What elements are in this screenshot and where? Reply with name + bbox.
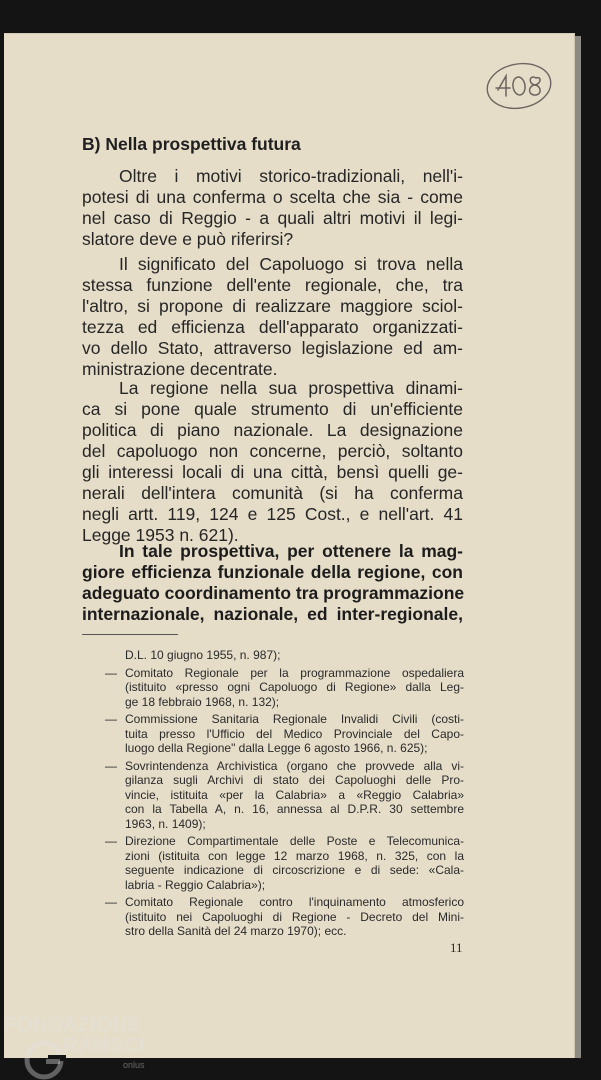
footnote-line: (istituito nei Capoluoghi di Regione - Decreto del Mini- <box>125 909 464 924</box>
footnote-line: tuita presso l'Ufficio del Medico Provinciale del Capo- <box>125 726 464 741</box>
footnote-line: Comitato Regionale per la programmazione ospedaliera <box>125 665 464 680</box>
footnote-line: 1963, n. 1409); <box>125 816 206 831</box>
footnote-line: (istituito «presso ogni Capoluogo di Regione» dalla Leg- <box>125 680 464 694</box>
footnote-line: stro della Sanità del 24 marzo 1970); ecc. <box>125 924 347 938</box>
bold-paragraph <box>82 541 463 625</box>
text-line: tezza ed efficienza dell'apparato organizzati- <box>82 317 463 337</box>
footnote-line: labria - Reggio Calabria»); <box>125 877 266 892</box>
text-line: del capoluogo non concerne, perciò, soltanto <box>82 441 463 461</box>
footnote-item <box>105 712 464 756</box>
footnote-item <box>105 834 464 892</box>
handwritten-circled-number-icon <box>484 60 554 112</box>
text-line: In tale prospettiva, per ottenere la mag- <box>119 541 463 561</box>
text-line: Il significato del Capoluogo si trova nella <box>119 254 463 274</box>
text-line: politica di piano nazionale. La designazione <box>82 420 463 440</box>
footnote-dash: — <box>105 712 117 726</box>
footnote-dash: — <box>105 758 117 773</box>
footnote-separator <box>82 634 178 635</box>
watermark-text: FONDAZIONE <box>4 1014 142 1036</box>
footnote-dash: — <box>105 895 117 909</box>
footnote-line: Direzione Compartimentale delle Poste e Telecomunica- <box>125 834 464 848</box>
footnote-item <box>105 895 464 939</box>
text-line: nerali dell'intera comunità (si ha conferma <box>82 483 463 503</box>
footnote-item <box>105 666 464 710</box>
section-heading: B) Nella prospettiva futura <box>82 134 301 154</box>
text-line: giore efficienza funzionale della regione, con <box>82 562 463 582</box>
handwritten-page-number <box>484 60 554 112</box>
text-line: ministrazione decentrate. <box>82 359 278 379</box>
footnote-line: ge 18 febbraio 1968, n. 132); <box>125 694 280 709</box>
paragraph <box>82 254 463 380</box>
footnote-item <box>105 759 464 832</box>
footnote-line: Commissione Sanitaria Regionale Invalidi Civili (costi- <box>125 712 464 726</box>
footnote-line: zioni (istituita con legge 12 marzo 1968, n. 325, con la <box>125 848 464 863</box>
text-line: adeguato coordinamento tra programmazione <box>82 583 465 603</box>
paragraph <box>82 166 463 250</box>
text-line: negli artt. 119, 124 e 125 Cost., e nell'art. 41 <box>82 504 463 524</box>
footnote-line: gilanza sugli Archivi di stato dei Capoluoghi delle Pro- <box>125 773 464 787</box>
footnote-line: luogo della Regione" dalla Legge 6 agosto 1966, n. 625); <box>125 741 428 755</box>
footnote-line: seguente indicazione di circoscrizione e di sede: «Cala- <box>125 863 464 877</box>
footnote-line: Sovrintendenza Archivistica (organo che provvede alla vi- <box>125 758 464 773</box>
text-line: La regione nella sua prospettiva dinami- <box>119 378 463 398</box>
footnote-line: con la Tabella A, n. 16, annessa al D.P.R. 30 settembre <box>125 802 464 816</box>
footnote-dash: — <box>105 834 117 848</box>
text-line: vo dello Stato, attraverso legislazione ed am- <box>82 338 463 358</box>
text-line: Legge 1953 n. 621). <box>82 525 239 545</box>
footnote-list <box>105 666 464 939</box>
paragraph <box>82 378 463 546</box>
text-line: stessa funzione dell'ente regionale, che, tra <box>82 275 463 295</box>
text-line: l'altro, si propone di realizzare maggiore sciol- <box>82 296 463 316</box>
text-line: nel caso di Reggio - a quali altri motivi il legi- <box>82 208 463 228</box>
footnote-continuation: D.L. 10 giugno 1955, n. 987); <box>125 648 281 662</box>
text-line: slatore deve e può riferirsi? <box>82 229 294 249</box>
text-line: potesi di una conferma o scelta che sia - come <box>82 187 463 207</box>
text-line: ca si pone quale strumento di un'efficiente <box>82 399 463 419</box>
page-edge-shadow <box>575 36 581 1058</box>
footnote-line: Comitato Regionale contro l'inquinamento atmosferico <box>125 895 464 909</box>
text-line: Oltre i motivi storico-tradizionali, nell'i- <box>119 166 463 186</box>
watermark-suffix: onlus <box>123 1060 145 1070</box>
footnote-dash: — <box>105 665 117 680</box>
page-number: 11 <box>450 940 463 955</box>
watermark-text: RAMSCI <box>63 1035 145 1057</box>
footnote-line: vincie, istituita «per la Calabria» a «Reggio Calabria» <box>125 787 464 802</box>
footnotes <box>105 648 464 942</box>
text-line: internazionale, nazionale, ed inter-regionale, <box>82 604 463 624</box>
watermark-logo-icon <box>22 1038 66 1080</box>
watermark <box>0 1012 160 1080</box>
text-line: gli interessi locali di una città, bensì quelli ge- <box>82 462 463 482</box>
